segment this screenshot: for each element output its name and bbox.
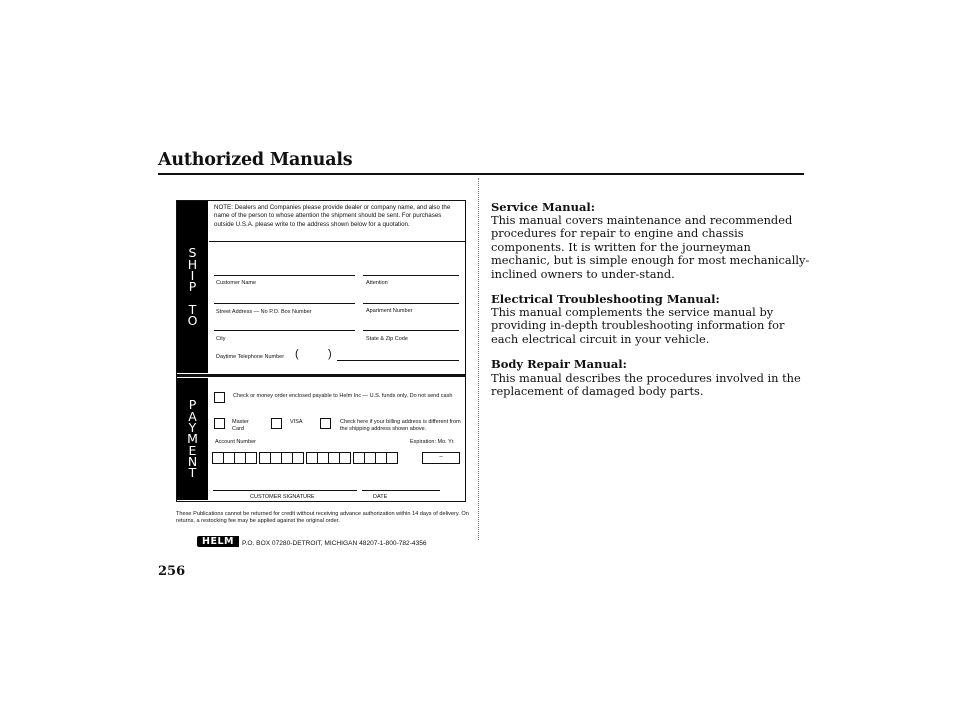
customer-signature-label: CUSTOMER SIGNATURE [250, 494, 315, 500]
account-digit-group [354, 452, 398, 464]
date-field[interactable] [362, 490, 440, 491]
state-zip-field[interactable] [363, 330, 459, 331]
column-divider [478, 178, 479, 540]
account-digit-box[interactable] [339, 452, 351, 464]
master-card-label: Master Card [232, 419, 249, 432]
customer-name-field[interactable] [214, 275, 355, 276]
ship-to-label: S H I P T O [177, 201, 208, 373]
returns-policy-note: These Publications cannot be returned for credit without receiving advance authorization within 14 days of delivery. On returns, a restocking fee may be applied against the original order. [176, 511, 469, 524]
customer-signature-field[interactable] [213, 490, 357, 491]
expiration-field[interactable] [422, 452, 460, 464]
attention-field[interactable] [363, 275, 459, 276]
title-rule [158, 173, 804, 175]
form-section-divider [177, 374, 465, 377]
master-card-checkbox[interactable] [214, 418, 225, 429]
city-label: City [216, 336, 226, 342]
daytime-phone-label: Daytime Telephone Number [216, 354, 285, 360]
city-field[interactable] [214, 330, 355, 331]
service-manual-heading: Service Manual: [491, 200, 596, 214]
street-address-label: Street Address — No P.O. Box Number [216, 309, 312, 315]
account-number-label: Account Number [215, 439, 256, 445]
mailing-address: P.O. BOX 07280-DETROIT, MICHIGAN 48207-1-800-782-4356 [242, 540, 427, 547]
page-number: 256 [158, 564, 186, 579]
note-rule [209, 241, 465, 242]
payment-label: P A Y M E N T [177, 378, 208, 500]
electrical-manual-heading: Electrical Troubleshooting Manual: [491, 292, 720, 306]
account-digit-box[interactable] [292, 452, 304, 464]
apartment-number-field[interactable] [363, 303, 459, 304]
expiration-label: Expiration: Mo. Yr. [410, 439, 455, 445]
attention-label: Attention [366, 280, 388, 286]
phone-paren-open: ( [295, 348, 299, 360]
body-repair-manual-description: This manual describes the procedures involved in the replacement of damaged body parts. [491, 371, 801, 399]
electrical-manual-description: This manual complements the service manual by providing in-depth troubleshooting information for each electrical circuit in your vehicle. [491, 305, 785, 346]
state-zip-label: State & Zip Code [366, 336, 408, 342]
date-label: DATE [373, 494, 388, 500]
helm-logo: HELM [197, 536, 239, 547]
account-number-field[interactable] [213, 452, 401, 464]
service-manual-description: This manual covers maintenance and recommended procedures for repair to engine and chassis components. It is written for the journeyman mechanic, but is simple enough for most mechanically-inclined owners to under-stand. [491, 213, 810, 281]
visa-label: VISA [290, 419, 303, 425]
phone-paren-close: ) [328, 348, 332, 360]
expiration-separator: – [439, 454, 443, 460]
street-address-field[interactable] [214, 303, 355, 304]
account-digit-group [307, 452, 351, 464]
page-title: Authorized Manuals [158, 150, 353, 170]
visa-checkbox[interactable] [271, 418, 282, 429]
body-repair-manual-heading: Body Repair Manual: [491, 357, 627, 371]
check-money-order-label: Check or money order enclosed payable to Helm Inc — U.S. funds only. Do not send cash [233, 393, 453, 399]
check-money-order-checkbox[interactable] [214, 392, 225, 403]
account-digit-box[interactable] [386, 452, 398, 464]
account-digit-group [213, 452, 257, 464]
billing-address-label: Check here if your billing address is different from the shipping address shown above. [340, 419, 461, 432]
dealer-note: NOTE: Dealers and Companies please provide dealer or company name, and also the name of the person to whose attention the shipment should be sent. For purchases outside U.S.A. please write to the address shown below for a quotation. [214, 204, 451, 228]
account-digit-group [260, 452, 304, 464]
daytime-phone-field[interactable] [337, 360, 459, 361]
billing-address-checkbox[interactable] [320, 418, 331, 429]
account-digit-box[interactable] [245, 452, 257, 464]
customer-name-label: Customer Name [216, 280, 257, 286]
apartment-number-label: Apartment Number [366, 308, 413, 314]
